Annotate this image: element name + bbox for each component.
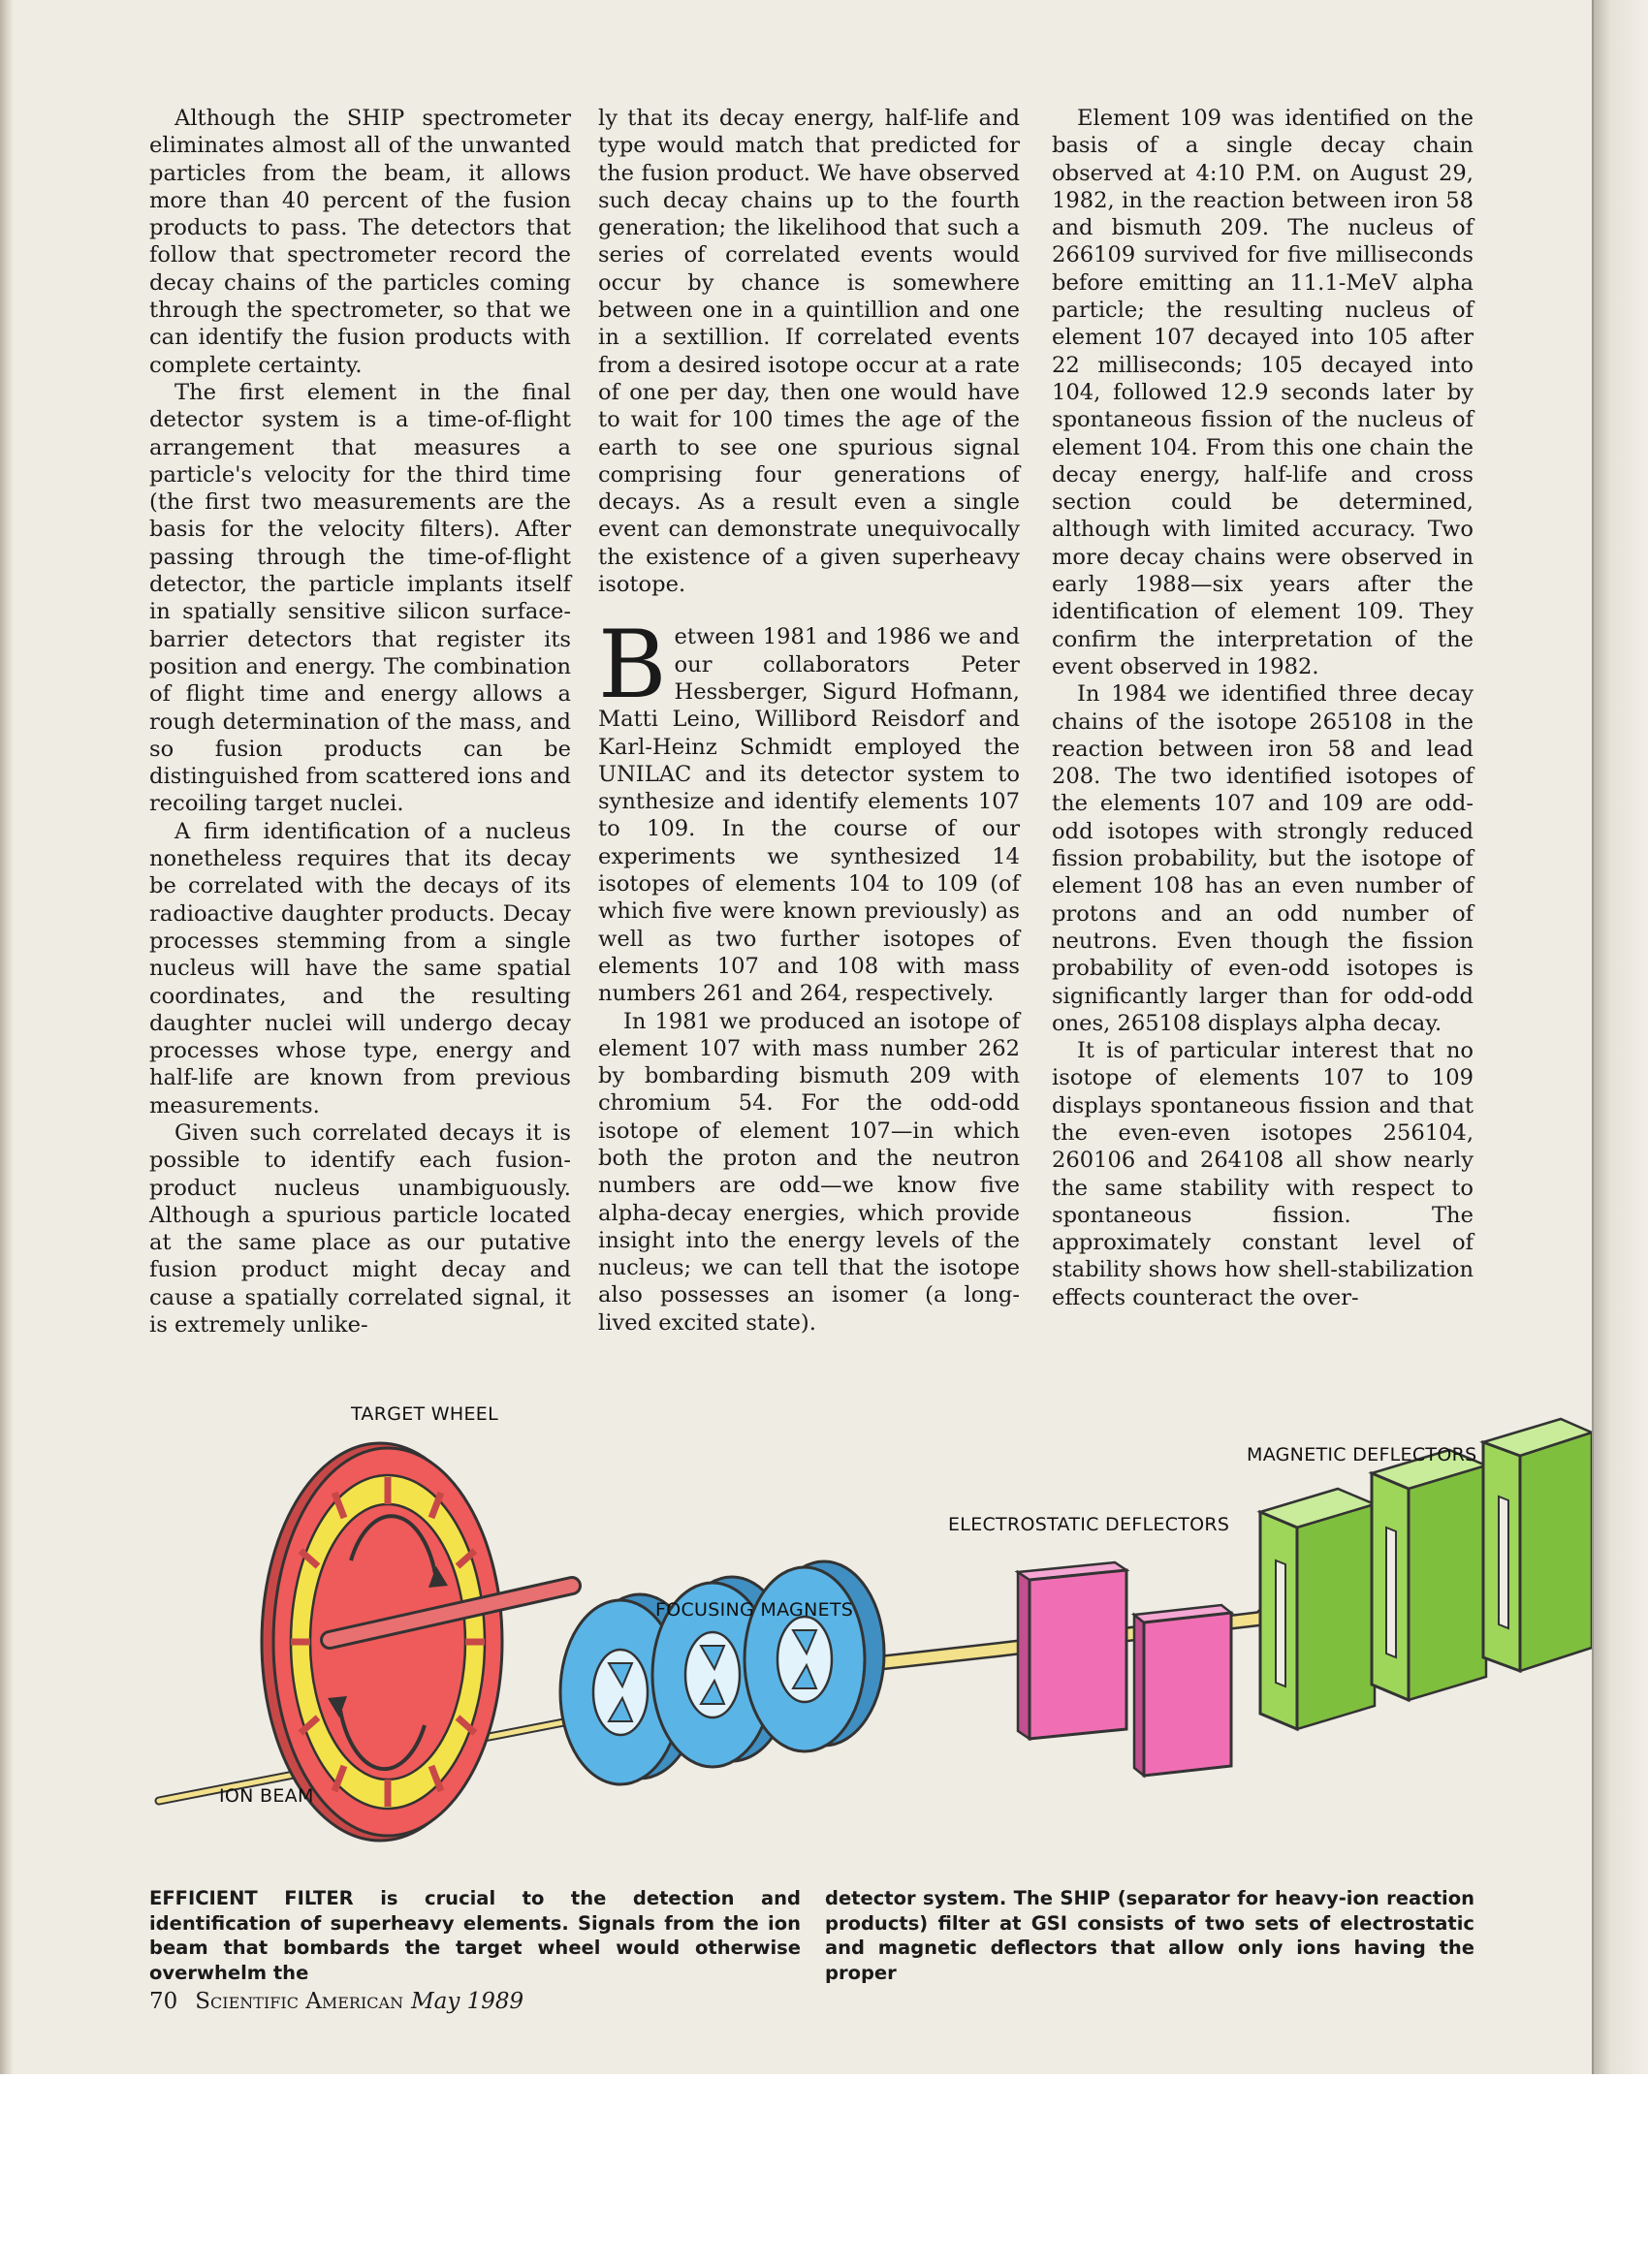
page-spine xyxy=(0,0,14,2074)
col1-paragraph-2: The first element in the final detector system is a time-of-flight arrangement that measures a particle's velocity for the third time (the first two measurements are the basis for the velocity filters). After passing through the time-of-flight detector, the particle implants itself in spatially sensitive silicon surface-barrier detectors that register its position and energy. The combination of flight time and energy allows a rough determination of the mass, and so fusion products can be distinguished from scattered ions and recoiling target nuclei. xyxy=(149,379,571,817)
electrostatic-plate-2 xyxy=(1144,1613,1231,1776)
col2-paragraph-1: ly that its decay energy, half-life and type would match that predicted for the fusion product. We have observed such decay chains up to the fourth generation; the likelihood that such a series of correlated events would occur by chance is somewhere between one in a quintillion and one in a sextillion. If correlated events from a desired isotope occur at a rate of one per day, then one would have to wait for 100 times the age of the earth to see one spurious signal comprising four generations of decays. As a result even a single event can demonstrate unequivocally the existence of a given superheavy isotope. xyxy=(598,106,1020,598)
page-number: 70 xyxy=(149,1989,178,2014)
label-magnetic-deflectors: MAGNETIC DEFLECTORS xyxy=(1247,1444,1477,1465)
focusing-magnet-3 xyxy=(745,1561,884,1751)
next-page-edge xyxy=(1592,0,1648,2074)
magazine-name: Scientific American xyxy=(195,1989,404,2014)
col3-paragraph-3: It is of particular interest that no isotope of elements 107 to 109 displays spontaneous fission and that the even-even isotopes 256104, 260106 and 264108 all show nearly the same stability with respect to spontaneous fission. The approximately constant level of stability shows how shell-stabilization effects counteract the over- xyxy=(1052,1038,1474,1310)
filter-diagram-svg xyxy=(145,1396,1592,1871)
electrostatic-plate-1 xyxy=(1030,1570,1126,1739)
label-focusing-magnets: FOCUSING MAGNETS xyxy=(655,1599,854,1621)
col2-paragraph-2-text: etween 1981 and 1986 we and our collaborators Peter Hessberger, Sigurd Hofmann, Matti Leino, Willibord Reisdorf and Karl-Heinz Schmidt employed the UNILAC and its detector system to synthesize and identify elements 107 to 109. In the course of our experiments we synthesized 14 isotopes of elements 104 to 109 (of which five were known previously) as well as two further isotopes of elements 107 and 108 with mass numbers 261 and 264, respectively. xyxy=(598,624,1020,1007)
magnetic-deflector-2 xyxy=(1372,1450,1486,1700)
magnetic-deflector-3 xyxy=(1483,1419,1592,1671)
issue-date: May 1989 xyxy=(411,1989,524,2014)
text-column-1 xyxy=(149,105,571,1339)
magnetic-deflectors xyxy=(1260,1419,1592,1729)
label-target-wheel: TARGET WHEEL xyxy=(351,1403,498,1425)
drop-cap: B xyxy=(598,611,667,720)
col2-paragraph-3: In 1981 we produced an isotope of element 107 with mass number 262 by bombarding bismuth 209 with chromium 54. For the odd-odd isotope of element 107—in which both the proton and the neutron numbers are odd—we know five alpha-decay energies, which provide insight into the energy levels of the nucleus; we can tell that the isotope also possesses an isomer (a long-lived excited state). xyxy=(598,1008,1020,1336)
figure-caption-part-2: detector system. The SHIP (separator for heavy-ion reaction products) filter at GSI consists of two sets of electrostatic and magnetic deflectors that allow only ions having the proper xyxy=(825,1887,1474,1984)
focusing-magnets xyxy=(560,1561,884,1784)
figure-caption-part-1: EFFICIENT FILTER is crucial to the detection and identification of superheavy elements. Signals from the ion beam that bombards the target wheel would otherwise overwhelm the xyxy=(149,1887,801,1984)
col3-paragraph-2: In 1984 we identified three decay chains of the isotope 265108 in the reaction between iron 58 and lead 208. The two identified isotopes of the elements 107 and 109 are odd-odd isotopes with strongly reduced fission probability, but the isotope of element 108 has an even number of protons and an odd number of neutrons. Even though the fission probability of even-odd isotopes is significantly larger than for odd-odd ones, 265108 displays alpha decay. xyxy=(1052,681,1474,1036)
col1-paragraph-4: Given such correlated decays it is possible to identify each fusion-product nucleus unambiguously. Although a spurious particle located at the same place as our putative fusion product might decay and cause a spatially correlated signal, it is extremely unlike- xyxy=(149,1119,571,1339)
col3-paragraph-1: Element 109 was identified on the basis of a single decay chain observed at 4:10 P.M. on August 29, 1982, in the reaction between iron 58 and bismuth 209. The nucleus of 266109 survived for five milliseconds before emitting an 11.1-MeV alpha particle; the resulting nucleus of element 107 decayed into 105 after 22 milliseconds; 105 decayed into 104, followed 12.9 seconds later by spontaneous fission of the nucleus of element 104. From this one chain the decay energy, half-life and cross section could be determined, although with limited accuracy. Two more decay chains were observed in early 1988—six years after the identification of element 109. They confirm the interpretation of the event observed in 1982. xyxy=(1052,106,1474,679)
ship-filter-illustration xyxy=(145,1396,1592,1871)
col1-paragraph-3: A firm identification of a nucleus nonetheless requires that its decay be correlated with the decays of its radioactive daughter products. Decay processes stemming from a single nucleus will have the same spatial coordinates, and the resulting daughter nuclei will undergo decay processes whose type, energy and half-life are known from previous measurements. xyxy=(149,818,571,1118)
target-wheel xyxy=(262,1443,572,1841)
magnetic-deflector-1 xyxy=(1260,1489,1375,1729)
col1-paragraph-1: Although the SHIP spectrometer eliminates almost all of the unwanted particles from the beam, it allows more than 40 percent of the fusion products to pass. The detectors that follow that spectrometer record the decay chains of the particles coming through the spectrometer, so that we can identify the fusion products with complete certainty. xyxy=(149,106,571,378)
page-footer xyxy=(149,1989,523,2014)
text-column-3 xyxy=(1052,105,1474,1311)
electrostatic-deflectors xyxy=(1018,1562,1231,1776)
text-column-2 xyxy=(598,105,1020,1337)
label-electrostatic-deflectors: ELECTROSTATIC DEFLECTORS xyxy=(948,1514,1230,1535)
col2-paragraph-2 xyxy=(598,611,1020,1007)
label-ion-beam: ION BEAM xyxy=(219,1785,314,1807)
